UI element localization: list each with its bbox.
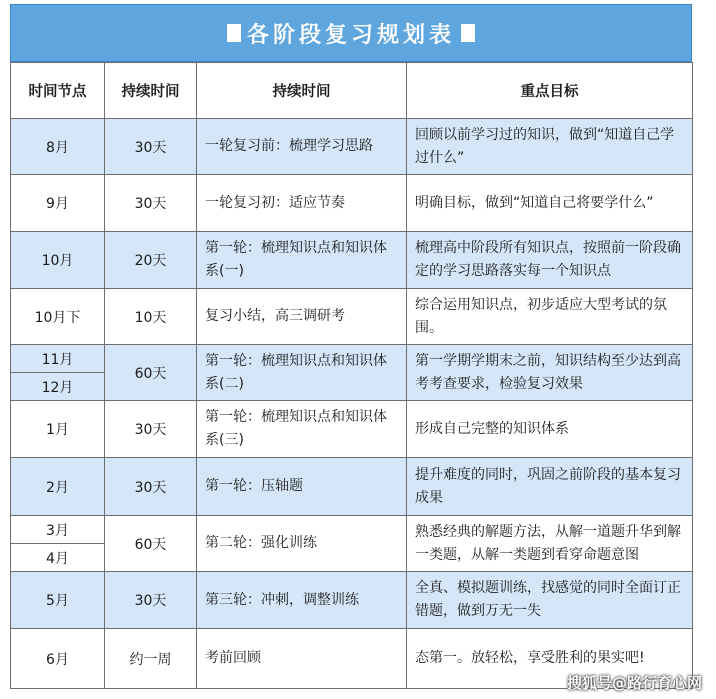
cell-duration: 30天	[105, 175, 197, 232]
table-row	[11, 119, 693, 175]
cell-time: 6月	[11, 629, 105, 689]
cell-duration: 30天	[105, 458, 197, 516]
cell-time: 9月	[11, 175, 105, 232]
cell-goal: 提升难度的同时，巩固之前阶段的基本复习成果	[407, 458, 693, 516]
cell-duration: 30天	[105, 119, 197, 175]
cell-time: 10月	[11, 232, 105, 289]
cell-goal: 态第一。放轻松，享受胜利的果实吧!	[407, 629, 693, 689]
cell-duration: 20天	[105, 232, 197, 289]
cell-goal: 梳理高中阶段所有知识点，按照前一阶段确定的学习思路落实每一个知识点	[407, 232, 693, 289]
cell-goal: 综合运用知识点，初步适应大型考试的氛围。	[407, 289, 693, 345]
cell-goal: 回顾以前学习过的知识，做到“知道自己学过什么”	[407, 119, 693, 175]
header-duration: 持续时间	[105, 63, 197, 119]
cell-duration: 60天	[105, 516, 197, 572]
cell-duration: 约一周	[105, 629, 197, 689]
cell-time: 12月	[11, 373, 105, 401]
header-time: 时间节点	[11, 63, 105, 119]
cell-stage: 第三轮：冲刺，调整训练	[197, 572, 407, 629]
cell-stage: 第一轮：梳理知识点和知识体系(二)	[197, 345, 407, 401]
cell-time: 4月	[11, 544, 105, 572]
title-right-square-icon	[461, 24, 475, 42]
table-title-bar	[10, 4, 692, 62]
cell-time: 3月	[11, 516, 105, 544]
table-row	[11, 401, 693, 458]
table-row	[11, 458, 693, 516]
cell-duration: 30天	[105, 401, 197, 458]
cell-goal: 形成自己完整的知识体系	[407, 401, 693, 458]
page-title: 各阶段复习规划表	[246, 22, 455, 48]
cell-time: 8月	[11, 119, 105, 175]
header-row	[11, 63, 693, 119]
table-row	[11, 289, 693, 345]
header-goal: 重点目标	[407, 63, 693, 119]
cell-duration: 60天	[105, 345, 197, 401]
title-left-square-icon	[227, 24, 241, 42]
table-row	[11, 232, 693, 289]
cell-stage: 第一轮：压轴题	[197, 458, 407, 516]
cell-goal: 第一学期学期末之前，知识结构至少达到高考考查要求，检验复习效果	[407, 345, 693, 401]
cell-goal: 全真、模拟题训练，找感觉的同时全面订正错题，做到万无一失	[407, 572, 693, 629]
watermark: 搜狐号@路行育心网	[566, 674, 702, 692]
cell-time: 10月下	[11, 289, 105, 345]
cell-goal: 熟悉经典的解题方法，从解一道题升华到解一类题，从解一类题到看穿命题意图	[407, 516, 693, 572]
cell-stage: 一轮复习初：适应节奏	[197, 175, 407, 232]
cell-duration: 30天	[105, 572, 197, 629]
cell-stage: 一轮复习前：梳理学习思路	[197, 119, 407, 175]
cell-stage: 复习小结，高三调研考	[197, 289, 407, 345]
cell-stage: 考前回顾	[197, 629, 407, 689]
schedule-table	[10, 62, 693, 689]
cell-stage: 第一轮：梳理知识点和知识体系(三)	[197, 401, 407, 458]
cell-time: 2月	[11, 458, 105, 516]
header-stage: 持续时间	[197, 63, 407, 119]
table-row	[11, 516, 693, 544]
cell-time: 5月	[11, 572, 105, 629]
cell-stage: 第二轮：强化训练	[197, 516, 407, 572]
table-row	[11, 175, 693, 232]
table-row	[11, 345, 693, 373]
cell-time: 11月	[11, 345, 105, 373]
cell-time: 1月	[11, 401, 105, 458]
cell-goal: 明确目标，做到“知道自己将要学什么”	[407, 175, 693, 232]
table-row	[11, 572, 693, 629]
cell-duration: 10天	[105, 289, 197, 345]
cell-stage: 第一轮：梳理知识点和知识体系(一)	[197, 232, 407, 289]
